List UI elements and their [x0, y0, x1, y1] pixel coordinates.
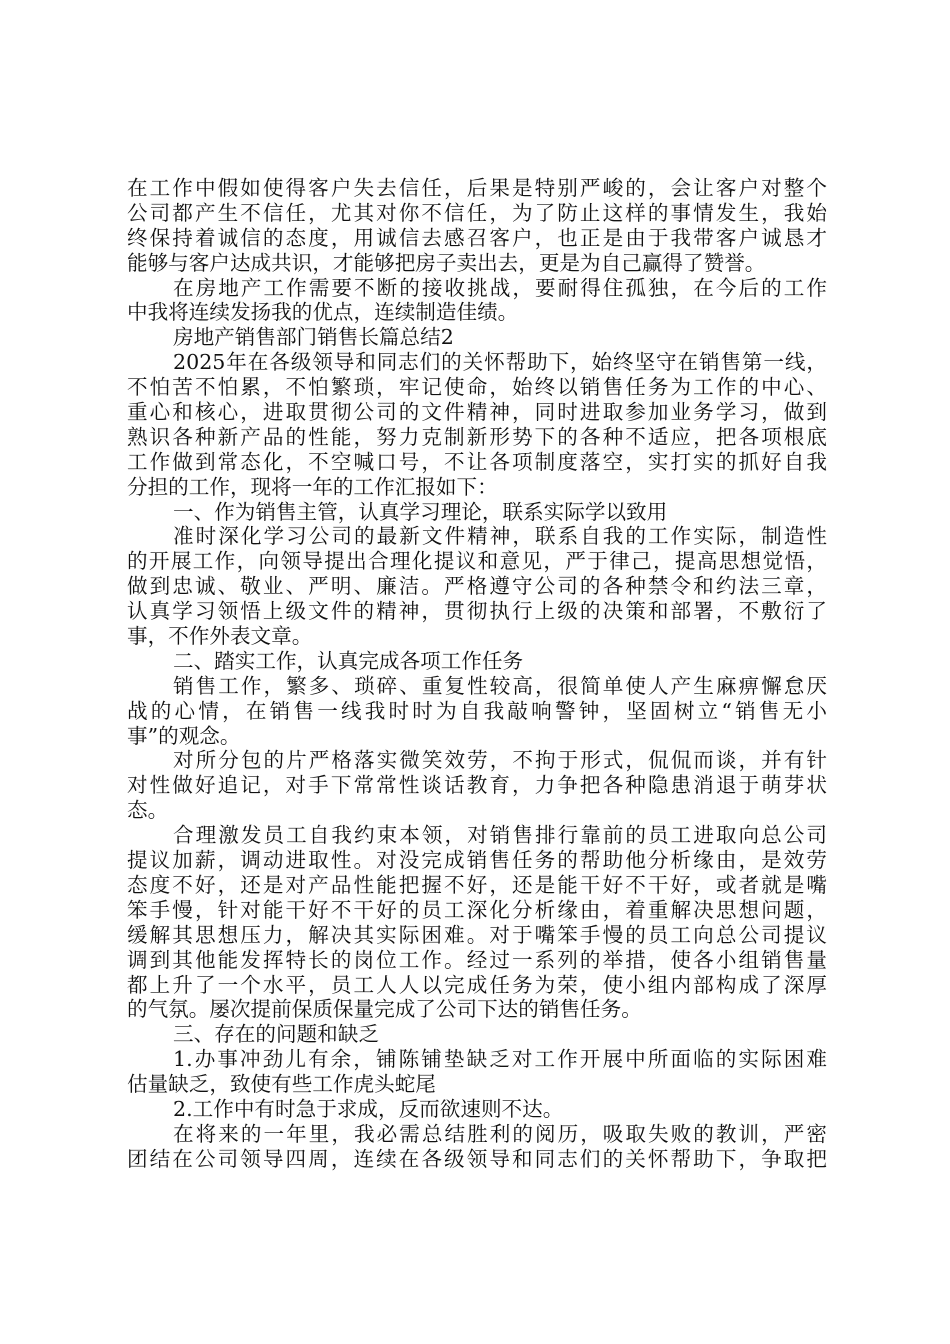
text-line: 准时深化学习公司的最新文件精神，联系自我的工作实际，制造性: [173, 524, 827, 549]
text-line: 都上升了一个水平，员工人人以完成任务为荣，使小组内部构成了深厚: [127, 972, 827, 997]
text-line: 的开展工作，向领导提出合理化提议和意见，严于律己，提高思想觉悟，: [127, 549, 827, 574]
text-line: 调到其他能发挥特长的岗位工作。经过一系列的举措，使各小组销售量: [127, 947, 827, 972]
text-line: 熟识各种新产品的性能，努力克制新形势下的各种不适应，把各项根底: [127, 424, 827, 449]
text-line: 三、存在的问题和缺乏: [173, 1022, 379, 1047]
text-line: 对所分包的片严格落实微笑效劳，不拘于形式，侃侃而谈，并有针: [173, 748, 827, 773]
text-line: 2.工作中有时急于求成，反而欲速则不达。: [173, 1096, 564, 1121]
text-line: 二、踏实工作，认真完成各项工作任务: [173, 648, 524, 673]
text-line: 笨手慢，针对能干好不干好的员工深化分析缘由，着重解决思想问题，: [127, 897, 827, 922]
text-line: 分担的工作，现将一年的工作汇报如下：: [127, 474, 498, 499]
text-line: 估量缺乏，致使有些工作虎头蛇尾: [127, 1072, 436, 1097]
text-line: 在房地产工作需要不断的接收挑战，要耐得住孤独，在今后的工作: [173, 275, 827, 300]
text-line: 合理激发员工自我约束本领，对销售排行靠前的员工进取向总公司: [173, 823, 827, 848]
text-line: 团结在公司领导四周，连续在各级领导和同志们的关怀帮助下，争取把: [127, 1146, 827, 1171]
text-line: 事，不作外表文章。: [127, 624, 313, 649]
text-line: 对性做好追记，对手下常常性谈话教育，力争把各种隐患消退于萌芽状: [127, 773, 827, 798]
text-line: 1.办事冲劲儿有余，铺陈铺垫缺乏对工作开展中所面临的实际困难: [173, 1047, 827, 1072]
text-line: 缓解其思想压力，解决其实际困难。对于嘴笨手慢的员工向总公司提议: [127, 922, 827, 947]
text-line: 中我将连续发扬我的优点，连续制造佳绩。: [127, 300, 519, 325]
text-line: 一、作为销售主管，认真学习理论，联系实际学以致用: [173, 499, 668, 524]
text-line: 不怕苦不怕累，不怕繁琐，牢记使命，始终以销售任务为工作的中心、: [127, 375, 827, 400]
text-line: 事”的观念。: [127, 723, 241, 748]
text-line: 态度不好，还是对产品性能把握不好，还是能干好不干好，或者就是嘴: [127, 872, 827, 897]
text-line: 能够与客户达成共识，才能够把房子卖出去，更是为自己赢得了赞誉。: [127, 250, 766, 275]
text-line: 工作做到常态化，不空喊口号，不让各项制度落空，实打实的抓好自我: [127, 449, 827, 474]
text-line: 态。: [127, 798, 169, 823]
text-line: 2025年在各级领导和同志们的关怀帮助下，始终坚守在销售第一线，: [173, 350, 827, 375]
text-line: 在将来的一年里，我必需总结胜利的阅历，吸取失败的教训，严密: [173, 1121, 827, 1146]
document-page: [127, 176, 827, 1172]
text-line: 在工作中假如使得客户失去信任，后果是特别严峻的，会让客户对整个: [127, 176, 827, 200]
text-line: 重心和核心，进取贯彻公司的文件精神，同时进取参加业务学习，做到: [127, 400, 827, 425]
text-line: 做到忠诚、敬业、严明、廉洁。严格遵守公司的各种禁令和约法三章，: [127, 574, 827, 599]
text-line: 提议加薪，调动进取性。对没完成销售任务的帮助他分析缘由，是效劳: [127, 848, 827, 873]
text-line: 公司都产生不信任，尤其对你不信任，为了防止这样的事情发生，我始: [127, 200, 827, 225]
text-line: 终保持着诚信的态度，用诚信去感召客户，也正是由于我带客户诚恳才: [127, 225, 827, 250]
text-line: 房地产销售部门销售长篇总结2: [173, 325, 454, 350]
text-line: 销售工作，繁多、琐碎、重复性较高，很简单使人产生麻痹懈怠厌: [173, 673, 827, 698]
text-line: 战的心情，在销售一线我时时为自我敲响警钟，坚固树立“销售无小: [127, 698, 827, 723]
text-line: 的气氛。屡次提前保质保量完成了公司下达的销售任务。: [127, 997, 642, 1022]
text-line: 认真学习领悟上级文件的精神，贯彻执行上级的决策和部署，不敷衍了: [127, 599, 827, 624]
